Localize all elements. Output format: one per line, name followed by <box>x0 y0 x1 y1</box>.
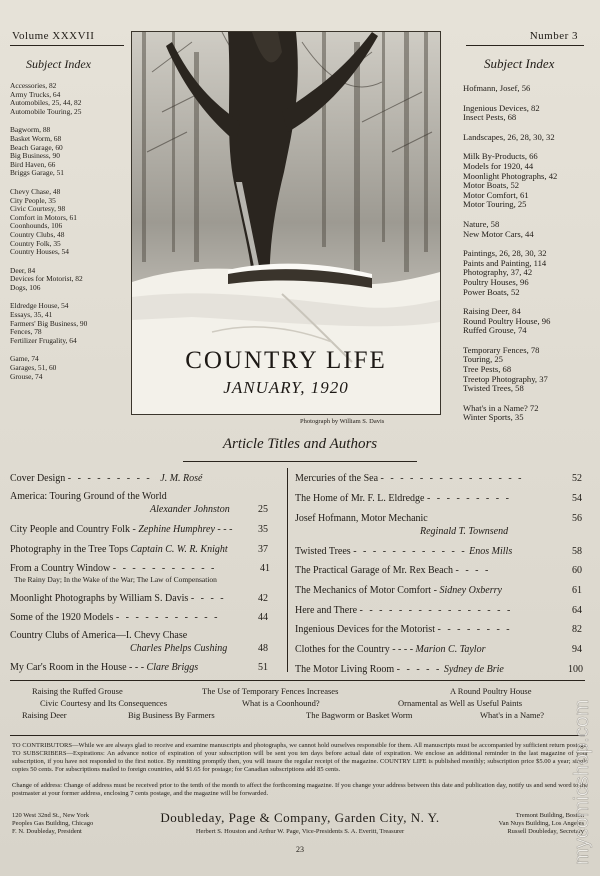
index-entry: Tree Pests, 68 <box>463 364 512 375</box>
photo-credit: Photograph by William S. Davis <box>300 418 385 425</box>
index-group <box>10 126 126 178</box>
index-entry: Country Folk, 35 <box>10 239 61 248</box>
index-group <box>10 188 126 257</box>
index-group <box>463 220 588 239</box>
index-entry: Bagworm, 88 <box>10 126 51 135</box>
toc-right-3: Twisted Trees - - - - - - - - - - - - Enos Mills <box>295 546 513 557</box>
index-entry: Essays, 35, 41 <box>10 311 53 320</box>
index-group <box>463 249 588 297</box>
toc-left-4: From a Country Window - - - - - - - - - - - <box>10 563 217 574</box>
index-entry: Treetop Photography, 37 <box>463 373 548 384</box>
toc-right-3-page: 58 <box>572 546 582 557</box>
index-entry: Basket Worm, 68 <box>10 134 62 143</box>
index-entry: Motor Comfort, 61 <box>463 189 529 200</box>
toc-left-8: My Car's Room in the House - - - Clare Briggs <box>10 662 199 673</box>
index-entry: Landscapes, 26, 28, 30, 32 <box>463 131 555 142</box>
toc-left-2-page: 35 <box>258 524 268 535</box>
right-subject-index <box>463 84 588 433</box>
toc-left-7: Country Clubs of America—I. Chevy Chase <box>10 630 188 641</box>
toc-left-7-page: 48 <box>258 643 268 654</box>
index-entry: Motor Touring, 25 <box>463 199 527 210</box>
toc-left-7-author: Charles Phelps Cushing <box>130 643 228 654</box>
toc-left-5: Moonlight Photographs by William S. Davis - - - - <box>10 593 226 604</box>
cover-image <box>131 31 441 415</box>
notices-rule <box>10 735 585 736</box>
misc-item: What's in a Name? <box>480 710 545 720</box>
index-entry: Touring, 25 <box>463 354 503 365</box>
toc-left-1: America: Touring Ground of the World <box>10 491 167 502</box>
toc-left-0: Cover Design - - - - - - - - - J. M. Rosé <box>10 473 203 484</box>
toc-right-7: Ingenious Devices for the Motorist - - - - - - - - <box>295 624 512 635</box>
index-entry: Fences, 78 <box>10 328 42 337</box>
toc-left-3: Photography in the Tree Tops Captain C. W. R. Knight <box>10 544 228 555</box>
watermark-text: mycomicshop.com <box>571 699 593 865</box>
index-entry: Ruffed Grouse, 74 <box>463 325 527 336</box>
toc-right-4: The Practical Garage of Mr. Rex Beach - - - - <box>295 565 491 576</box>
misc-item: The Bagworm or Basket Worm <box>306 710 413 720</box>
index-entry: Chevy Chase, 48 <box>10 187 61 196</box>
index-group <box>10 355 126 381</box>
toc-right-8-page: 94 <box>572 644 582 655</box>
index-entry: New Motor Cars, 44 <box>463 228 534 239</box>
misc-item: The Use of Temporary Fences Increases <box>202 686 339 696</box>
index-entry: Automobile Touring, 25 <box>10 107 82 116</box>
cover-masthead: COUNTRY LIFE <box>185 347 387 374</box>
index-entry: Power Boats, 52 <box>463 286 520 297</box>
toc-left-5-page: 42 <box>258 593 268 604</box>
index-group <box>10 267 126 293</box>
index-group <box>463 152 588 210</box>
toc-right-2: Josef Hofmann, Motor Mechanic <box>295 513 428 524</box>
index-entry: Eldredge House, 54 <box>10 302 69 311</box>
index-entry: Round Poultry House, 96 <box>463 315 551 326</box>
publisher-name: Doubleday, Page & Company, Garden City, N. Y. <box>160 810 440 825</box>
number-label: Number 3 <box>529 30 578 42</box>
misc-item: What is a Coonhound? <box>242 698 320 708</box>
toc-right-1: The Home of Mr. F. L. Eldredge - - - - - - - - - <box>295 493 511 504</box>
toc-left-6-page: 44 <box>258 612 268 623</box>
toc-right-2-author: Reginald T. Townsend <box>420 526 509 537</box>
index-entry: Nature, 58 <box>463 218 500 229</box>
index-entry: Temporary Fences, 78 <box>463 344 540 355</box>
index-entry: What's in a Name? 72 <box>463 402 539 413</box>
index-entry: Beach Garage, 60 <box>10 143 63 152</box>
cover-date: JANUARY, 1920 <box>223 378 349 397</box>
toc-left-1-page: 25 <box>258 504 268 515</box>
toc-left-4-page: 41 <box>260 563 270 574</box>
top-rule-left <box>10 45 124 46</box>
misc-item: Civic Courtesy and Its Consequences <box>40 698 168 708</box>
index-entry: Farmers' Big Business, 90 <box>10 319 88 328</box>
toc-left-1-author: Alexander Johnston <box>150 504 230 515</box>
toc-right-9-page: 100 <box>568 664 583 675</box>
top-rule-right <box>466 45 584 46</box>
toc-right-0-page: 52 <box>572 473 582 484</box>
index-entry: Army Trucks, 64 <box>10 90 61 99</box>
index-entry: Big Business, 90 <box>10 152 60 161</box>
toc-right-6: Here and There - - - - - - - - - - - - - - - - <box>295 605 513 616</box>
toc-left-8-page: 51 <box>258 662 268 673</box>
index-entry: Devices for Motorist, 82 <box>10 275 83 284</box>
index-group <box>10 82 126 116</box>
toc-right-5-page: 61 <box>572 585 582 596</box>
toc-right-2-page: 56 <box>572 513 582 524</box>
index-entry: Hofmann, Josef, 56 <box>463 83 531 93</box>
page-number: 23 <box>296 845 304 854</box>
watermark <box>566 620 596 870</box>
publisher-right-lines: Tremont Building, Boston Van Nuys Building, Los Angeles Russell Doubleday, Secretary <box>498 812 584 835</box>
index-entry: Automobiles, 25, 44, 82 <box>10 99 82 108</box>
toc-left-6: Some of the 1920 Models - - - - - - - - - - - <box>10 612 220 623</box>
index-entry: Briggs Garage, 51 <box>10 169 64 178</box>
index-entry: Motor Boats, 52 <box>463 180 520 191</box>
index-entry: Bird Haven, 66 <box>10 160 56 169</box>
articles-heading-rule <box>183 461 417 462</box>
index-entry: Comfort in Motors, 61 <box>10 213 77 222</box>
toc-right-6-page: 64 <box>572 605 582 616</box>
toc-right-1-page: 54 <box>572 493 582 504</box>
index-group <box>463 133 588 143</box>
index-entry: Dogs, 106 <box>10 283 41 292</box>
index-entry: Poultry Houses, 96 <box>463 276 529 287</box>
index-entry: Country Houses, 54 <box>10 248 69 257</box>
toc-bottom-rule <box>10 680 585 681</box>
index-entry: Photography, 37, 42 <box>463 267 533 278</box>
index-entry: Models for 1920, 44 <box>463 160 534 171</box>
index-entry: Game, 74 <box>10 355 39 364</box>
index-entry: Moonlight Photographs, 42 <box>463 170 558 181</box>
index-group <box>463 104 588 123</box>
index-entry: Fertilizer Frugality, 64 <box>10 336 77 345</box>
toc-right-8: Clothes for the Country - - - - Marion C. Taylor <box>295 644 486 655</box>
index-entry: Grouse, 74 <box>10 372 43 381</box>
index-group <box>463 346 588 394</box>
index-entry: Country Clubs, 48 <box>10 230 65 239</box>
toc-left-4-subtitle: The Rainy Day; In the Wake of the War; The Law of Compensation <box>14 575 217 584</box>
index-group <box>463 404 588 423</box>
articles-heading: Article Titles and Authors <box>222 436 378 452</box>
misc-item: Raising the Ruffed Grouse <box>32 686 123 696</box>
left-subject-index-title: Subject Index <box>26 57 91 71</box>
publisher-left-lines: 120 West 32nd St., New York Peoples Gas Building, Chicago F. N. Doubleday, President <box>12 812 94 835</box>
contributors-notice: TO CONTRIBUTORS—While we are always glad to receive and examine manuscripts and photographs, we cannot hold ourselves responsible for them. All manuscripts must be accompanied by sufficient return postage. TO SUBSCRIBERS—Expirations: An advance notice of expiration of your subscription will be sent you ten days before actual date of expiration. We enclose an additional reminder in the last magazine of your subscription, if you have not responded to the first notice. By remitting promptly then, you will insure the regular receipt of the magazine. COUNTRY LIFE is published monthly; subscription price $5.00 a year; single copies 50 cents. For subscriptions mailed to foreign countries, add $1.65 for postage; for Canadian subscriptions add 85 cents. <box>12 742 588 773</box>
index-group <box>463 307 588 336</box>
index-entry: Coonhounds, 106 <box>10 222 63 231</box>
index-entry: Civic Courtesy, 98 <box>10 205 66 214</box>
index-entry: Twisted Trees, 58 <box>463 383 524 394</box>
left-subject-index <box>10 82 126 391</box>
index-group <box>10 302 126 345</box>
index-entry: Deer, 84 <box>10 266 36 275</box>
index-group <box>463 84 588 94</box>
index-entry: Paints and Painting, 114 <box>463 257 547 268</box>
toc-left-3-page: 37 <box>258 544 268 555</box>
misc-item: Big Business By Farmers <box>128 710 215 720</box>
volume-label: Volume XXXVII <box>12 30 95 42</box>
index-entry: Raising Deer, 84 <box>463 306 521 317</box>
index-entry: Accessories, 82 <box>10 82 57 90</box>
misc-item: Ornamental as Well as Useful Paints <box>398 698 523 708</box>
toc-right-7-page: 82 <box>572 624 582 635</box>
toc-left-2: City People and Country Folk - Zephine Humphrey - - - <box>10 524 233 535</box>
index-entry: Garages, 51, 60 <box>10 364 57 373</box>
address-notice: Change of address: Change of address must be received prior to the tenth of the month to affect the forthcoming magazine. If you change your address between this date and publication day, notify us and send word to the postmaster at your former address, enclosing 7 cents postage, and the magazine will be forwarded. <box>12 782 588 797</box>
publisher-officers: Herbert S. Houston and Arthur W. Page, Vice-Presidents S. A. Everitt, Treasurer <box>195 828 405 835</box>
index-entry: Winter Sports, 35 <box>463 412 524 423</box>
index-entry: Ingenious Devices, 82 <box>463 102 540 113</box>
right-subject-index-title: Subject Index <box>484 56 555 71</box>
toc-column-divider <box>287 468 288 672</box>
toc-right-0: Mercuries of the Sea - - - - - - - - - - - - - - - <box>295 473 524 484</box>
toc-right-5: The Mechanics of Motor Comfort - Sidney Oxberry <box>295 585 502 596</box>
toc-right-9: The Motor Living Room - - - - - Sydney de Brie <box>295 664 504 675</box>
index-entry: Milk By-Products, 66 <box>463 151 538 162</box>
misc-item: A Round Poultry House <box>450 686 532 696</box>
index-entry: Insect Pests, 68 <box>463 112 517 123</box>
index-entry: Paintings, 26, 28, 30, 32 <box>463 248 547 259</box>
misc-item: Raising Deer <box>22 710 67 720</box>
toc-right-4-page: 60 <box>572 565 582 576</box>
index-entry: City People, 35 <box>10 196 56 205</box>
